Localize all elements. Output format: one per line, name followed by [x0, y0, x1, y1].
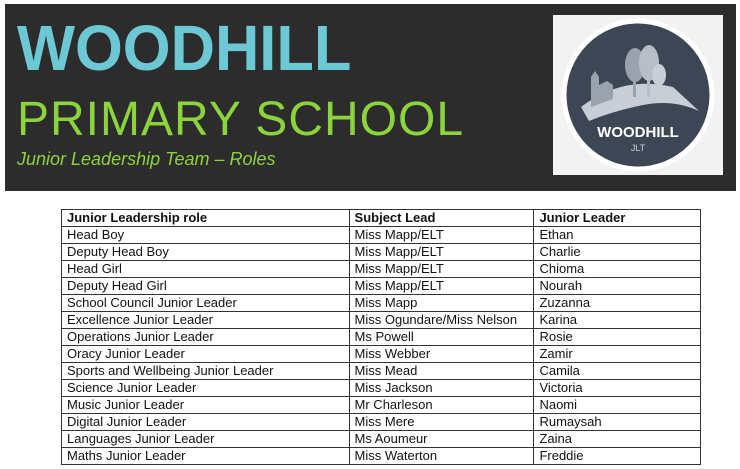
role-cell: School Council Junior Leader	[62, 295, 350, 312]
subject-lead-cell: Miss Mapp/ELT	[349, 278, 534, 295]
role-cell: Deputy Head Girl	[62, 278, 350, 295]
role-cell: Operations Junior Leader	[62, 329, 350, 346]
subject-lead-cell: Miss Mapp/ELT	[349, 261, 534, 278]
role-cell: Deputy Head Boy	[62, 244, 350, 261]
table-row	[62, 278, 701, 295]
junior-leader-cell: Victoria	[534, 380, 701, 397]
table-row	[62, 363, 701, 380]
table-row	[62, 261, 701, 278]
junior-leader-cell: Rumaysah	[534, 414, 701, 431]
role-cell: Oracy Junior Leader	[62, 346, 350, 363]
column-header-role: Junior Leadership role	[62, 210, 350, 227]
subject-lead-cell: Miss Jackson	[349, 380, 534, 397]
role-cell: Languages Junior Leader	[62, 431, 350, 448]
table-row	[62, 448, 701, 465]
subject-lead-cell: Miss Ogundare/Miss Nelson	[349, 312, 534, 329]
school-subtitle: PRIMARY SCHOOL	[17, 93, 465, 146]
role-cell: Digital Junior Leader	[62, 414, 350, 431]
subject-lead-cell: Miss Mapp	[349, 295, 534, 312]
junior-leader-cell: Chioma	[534, 261, 701, 278]
subject-lead-cell: Miss Waterton	[349, 448, 534, 465]
junior-leader-cell: Ethan	[534, 227, 701, 244]
jlt-logo	[553, 15, 723, 175]
woodhill-jlt-logo-icon	[553, 15, 723, 175]
role-cell: Science Junior Leader	[62, 380, 350, 397]
junior-leader-cell: Nourah	[534, 278, 701, 295]
junior-leader-cell: Zuzanna	[534, 295, 701, 312]
roles-table	[61, 209, 701, 465]
subject-lead-cell: Ms Aoumeur	[349, 431, 534, 448]
table-row	[62, 312, 701, 329]
table-row	[62, 329, 701, 346]
junior-leader-cell: Naomi	[534, 397, 701, 414]
table-row	[62, 431, 701, 448]
role-cell: Music Junior Leader	[62, 397, 350, 414]
role-cell: Head Boy	[62, 227, 350, 244]
junior-leader-cell: Freddie	[534, 448, 701, 465]
column-header-junior-leader: Junior Leader	[534, 210, 701, 227]
table-row	[62, 295, 701, 312]
role-cell: Sports and Wellbeing Junior Leader	[62, 363, 350, 380]
junior-leader-cell: Zaina	[534, 431, 701, 448]
role-cell: Maths Junior Leader	[62, 448, 350, 465]
subject-lead-cell: Mr Charleson	[349, 397, 534, 414]
table-row	[62, 414, 701, 431]
logo-subtext: JLT	[630, 143, 646, 153]
school-name: WOODHILL	[17, 12, 352, 84]
subject-lead-cell: Miss Mead	[349, 363, 534, 380]
junior-leader-cell: Karina	[534, 312, 701, 329]
table-row	[62, 380, 701, 397]
subject-lead-cell: Miss Mapp/ELT	[349, 244, 534, 261]
subject-lead-cell: Ms Powell	[349, 329, 534, 346]
role-cell: Excellence Junior Leader	[62, 312, 350, 329]
subject-lead-cell: Miss Mapp/ELT	[349, 227, 534, 244]
table-row	[62, 346, 701, 363]
junior-leader-cell: Charlie	[534, 244, 701, 261]
subject-lead-cell: Miss Webber	[349, 346, 534, 363]
logo-wordmark: WOODHILL	[597, 124, 679, 141]
table-row	[62, 244, 701, 261]
subject-lead-cell: Miss Mere	[349, 414, 534, 431]
page-tagline: Junior Leadership Team – Roles	[17, 149, 276, 169]
table-header-row	[62, 210, 701, 227]
junior-leader-cell: Rosie	[534, 329, 701, 346]
junior-leader-cell: Camila	[534, 363, 701, 380]
role-cell: Head Girl	[62, 261, 350, 278]
column-header-subject-lead: Subject Lead	[349, 210, 534, 227]
table-row	[62, 227, 701, 244]
junior-leader-cell: Zamir	[534, 346, 701, 363]
table-row	[62, 397, 701, 414]
